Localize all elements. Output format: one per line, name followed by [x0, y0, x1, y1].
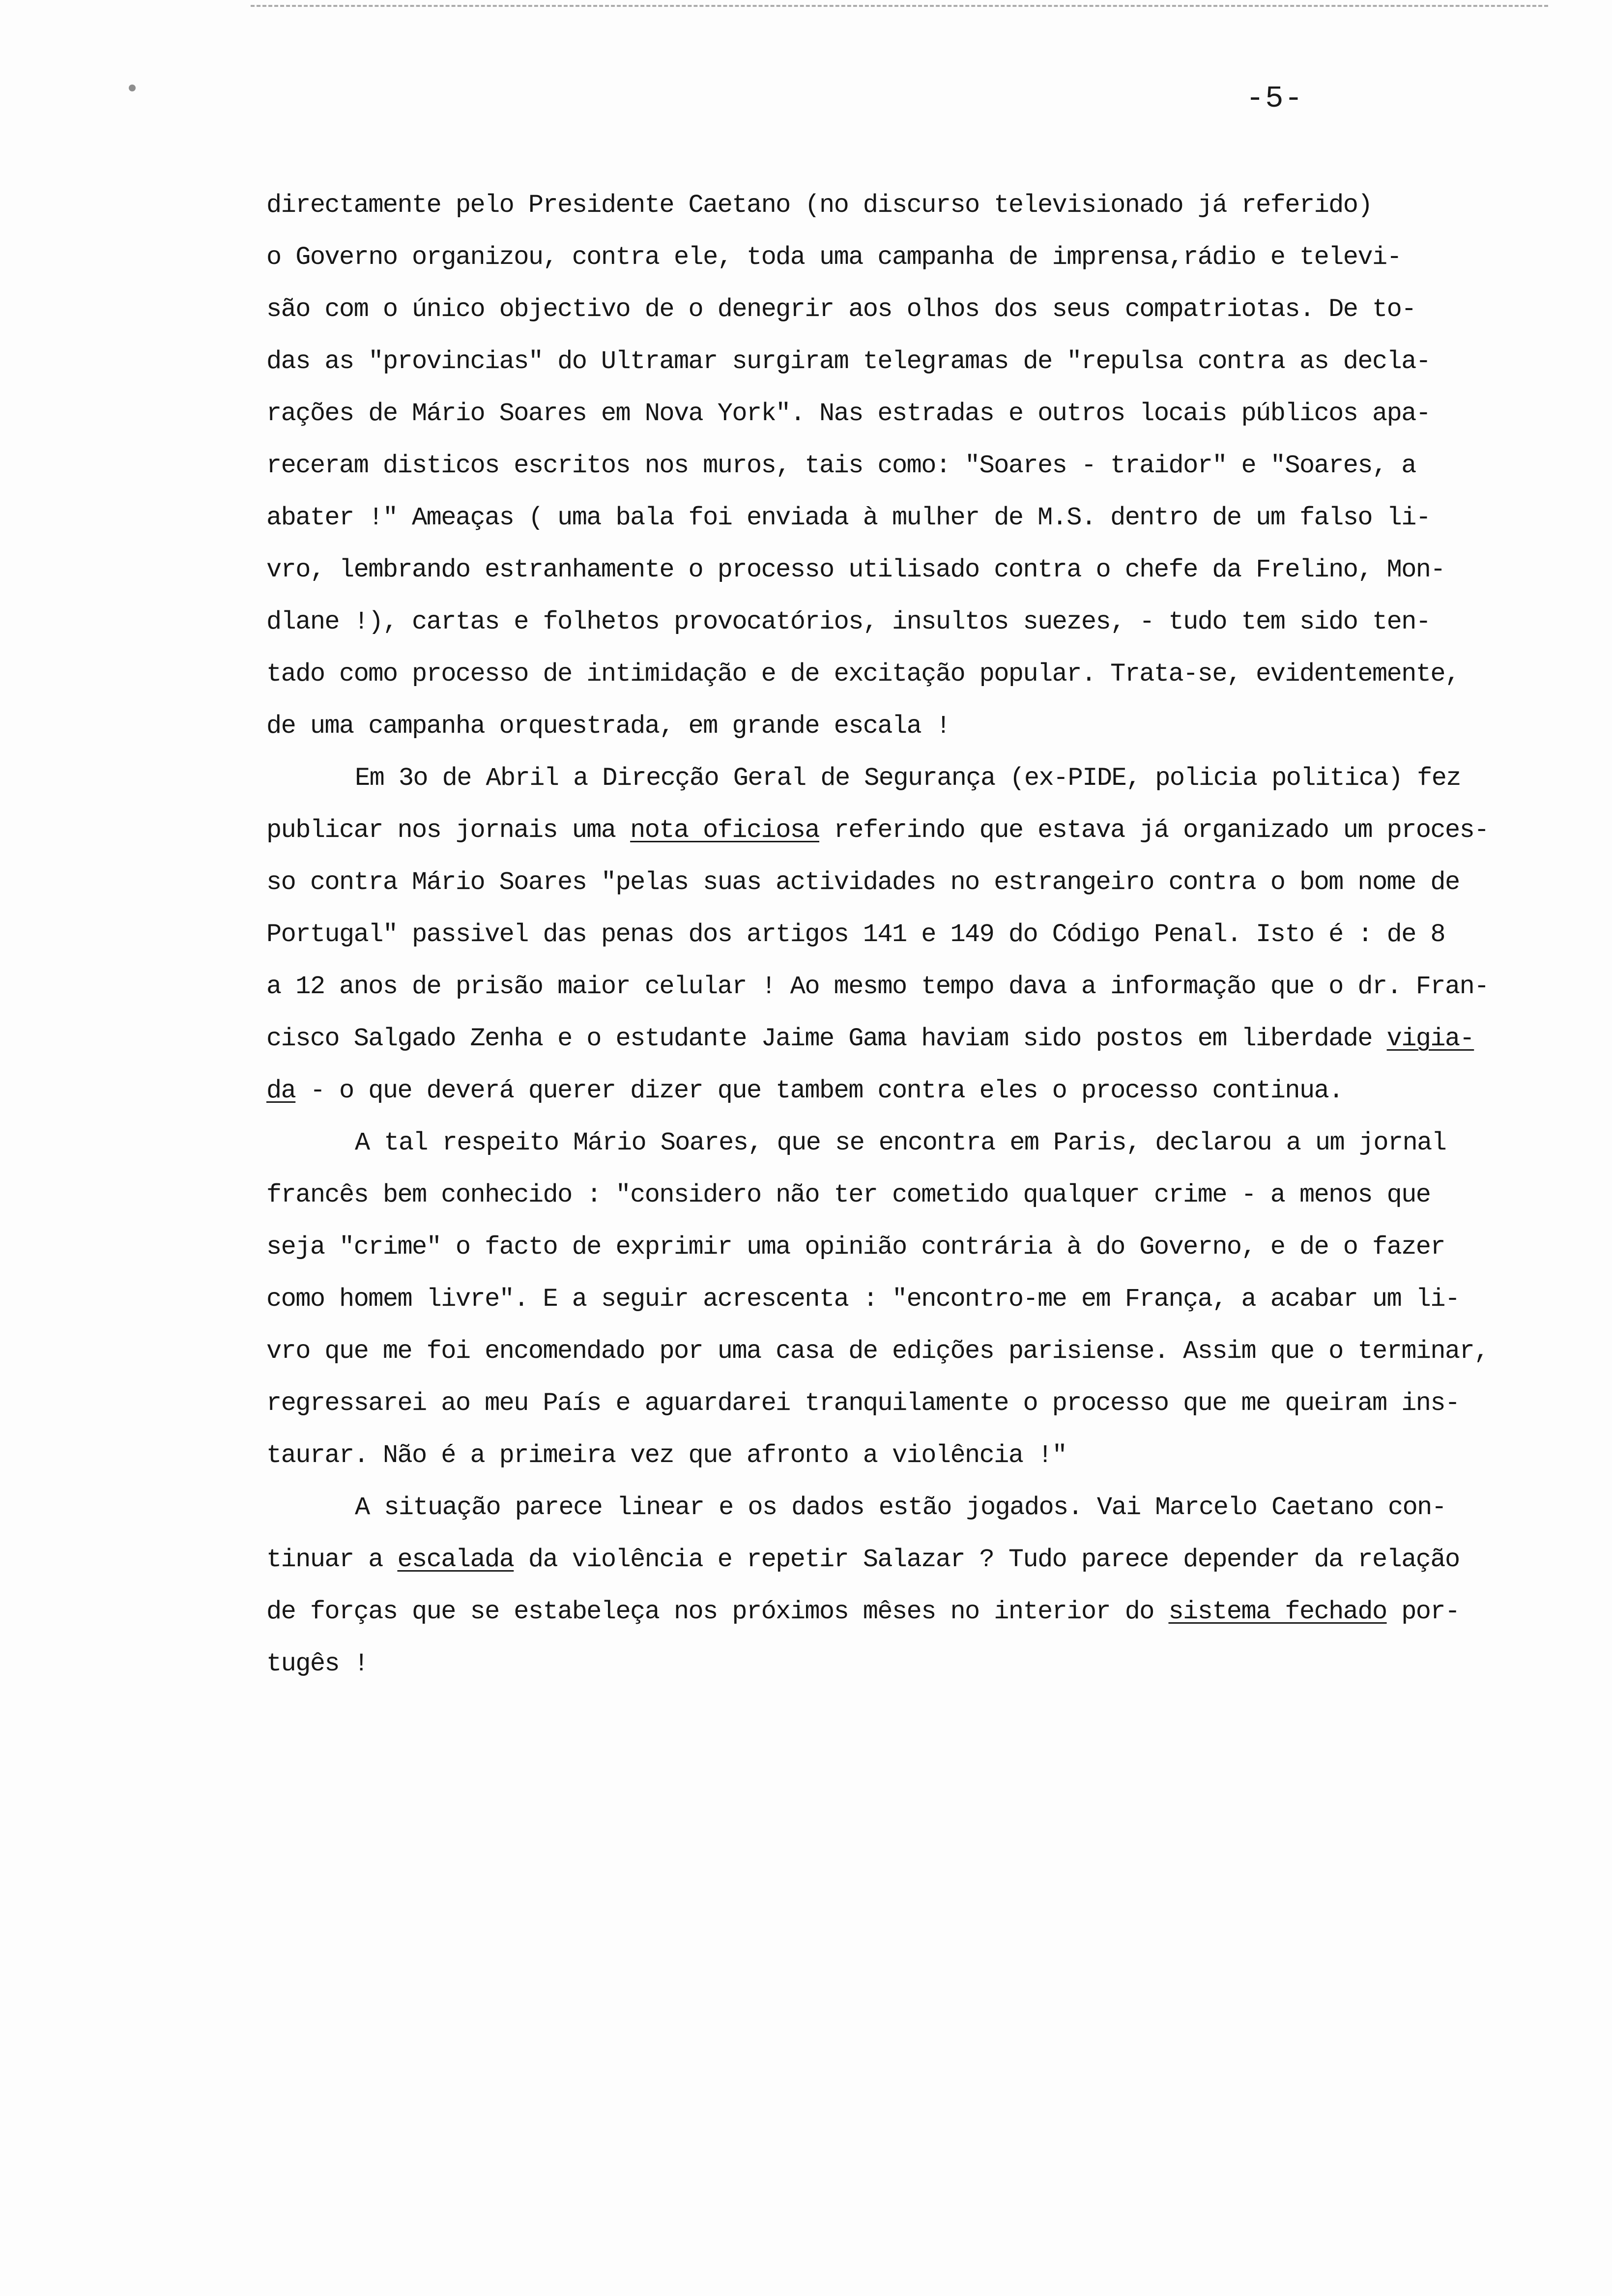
text-line: [266, 284, 1544, 336]
text-line: [266, 1013, 1544, 1065]
text-segment: de uma campanha orquestrada, em grande escala !: [266, 712, 950, 741]
text-segment: rações de Mário Soares em Nova York". Nas estradas e outros locais públicos apa-: [266, 399, 1431, 428]
underlined-text: sistema fechado: [1168, 1597, 1387, 1626]
underlined-text: vigia-: [1386, 1024, 1474, 1053]
text-segment: vro que me foi encomendado por uma casa de edições parisiense. Assim que o terminar,: [266, 1337, 1489, 1366]
text-segment: como homem livre". E a seguir acrescenta : "encontro-me em França, a acabar um li-: [266, 1285, 1460, 1314]
text-segment: francês bem conhecido : "considero não ter cometido qualquer crime - a menos que: [266, 1180, 1431, 1209]
text-line: [266, 1117, 1544, 1169]
text-segment: de forças que se estabeleça nos próximos mêses no interior do: [266, 1597, 1169, 1626]
paragraph: [266, 1117, 1544, 1482]
text-line: [266, 544, 1544, 596]
paragraph: [266, 179, 1544, 752]
text-segment: taurar. Não é a primeira vez que afronto a violência !": [266, 1441, 1067, 1470]
text-segment: A tal respeito Mário Soares, que se encontra em Paris, declarou a um jornal: [355, 1128, 1446, 1157]
text-line: [266, 909, 1544, 961]
text-line: [266, 857, 1544, 909]
text-segment: o Governo organizou, contra ele, toda uma campanha de imprensa,rádio e televi-: [266, 243, 1402, 272]
paragraph: [266, 1482, 1544, 1690]
text-line: [266, 388, 1544, 440]
underlined-text: nota oficiosa: [630, 816, 820, 845]
text-segment: Portugal" passivel das penas dos artigos 141 e 149 do Código Penal. Isto é : de 8: [266, 920, 1445, 949]
text-line: [266, 804, 1544, 857]
text-line: [266, 1430, 1544, 1482]
text-line: [266, 1221, 1544, 1273]
text-segment: receram disticos escritos nos muros, tais como: "Soares - traidor" e "Soares, a: [266, 451, 1416, 480]
underlined-text: da: [266, 1076, 296, 1105]
text-line: [266, 1586, 1544, 1638]
text-segment: so contra Mário Soares "pelas suas actividades no estrangeiro contra o bom nome de: [266, 868, 1460, 897]
text-segment: tado como processo de intimidação e de excitação popular. Trata-se, evidentemente,: [266, 660, 1460, 689]
top-edge-rule: [251, 5, 1548, 7]
text-line: [266, 752, 1544, 804]
text-segment: a 12 anos de prisão maior celular ! Ao mesmo tempo dava a informação que o dr. Fran-: [266, 972, 1489, 1001]
text-line: [266, 596, 1544, 648]
text-segment: por-: [1386, 1597, 1460, 1626]
text-segment: A situação parece linear e os dados estão jogados. Vai Marcelo Caetano con-: [355, 1493, 1446, 1522]
text-segment: vro, lembrando estranhamente o processo utilisado contra o chefe da Frelino, Mon-: [266, 555, 1445, 584]
text-segment: Em 3o de Abril a Direcção Geral de Segurança (ex-PIDE, policia politica) fez: [355, 764, 1461, 793]
text-line: [266, 1325, 1544, 1378]
paragraph: [266, 752, 1544, 1117]
text-segment: seja "crime" o facto de exprimir uma opinião contrária à do Governo, e de o fazer: [266, 1233, 1445, 1262]
text-line: [266, 1534, 1544, 1586]
text-line: [266, 231, 1544, 284]
text-line: [266, 1378, 1544, 1430]
text-segment: publicar nos jornais uma: [266, 816, 631, 845]
text-line: [266, 179, 1544, 231]
text-line: [266, 1482, 1544, 1534]
text-segment: são com o único objectivo de o denegrir aos olhos dos seus compatriotas. De to-: [266, 295, 1416, 324]
text-line: [266, 440, 1544, 492]
text-line: [266, 961, 1544, 1013]
margin-dot: [129, 85, 136, 91]
text-line: [266, 1273, 1544, 1325]
text-line: [266, 1169, 1544, 1221]
text-line: [266, 336, 1544, 388]
text-segment: da violência e repetir Salazar ? Tudo parece depender da relação: [514, 1545, 1460, 1574]
text-line: [266, 648, 1544, 700]
text-segment: cisco Salgado Zenha e o estudante Jaime Gama haviam sido postos em liberdade: [266, 1024, 1387, 1053]
text-segment: directamente pelo Presidente Caetano (no discurso televisionado já referido): [266, 191, 1372, 220]
text-line: [266, 1065, 1544, 1117]
text-segment: tinuar a: [266, 1545, 398, 1574]
text-segment: das as "provincias" do Ultramar surgiram telegramas de "repulsa contra as decla-: [266, 347, 1431, 376]
text-line: [266, 492, 1544, 544]
text-segment: referindo que estava já organizado um proces-: [819, 816, 1489, 845]
body-text: [266, 179, 1544, 1690]
text-line: [266, 1638, 1544, 1690]
underlined-text: escalada: [397, 1545, 514, 1574]
text-segment: tugês !: [266, 1649, 369, 1678]
text-segment: regressarei ao meu País e aguardarei tranquilamente o processo que me queiram ins-: [266, 1389, 1460, 1418]
text-segment: dlane !), cartas e folhetos provocatórios, insultos suezes, - tudo tem sido ten-: [266, 607, 1431, 636]
text-segment: abater !" Ameaças ( uma bala foi enviada à mulher de M.S. dentro de um falso li-: [266, 503, 1431, 532]
text-segment: - o que deverá querer dizer que tambem contra eles o processo continua.: [295, 1076, 1343, 1105]
text-line: [266, 700, 1544, 752]
page-number: -5-: [1246, 81, 1304, 116]
